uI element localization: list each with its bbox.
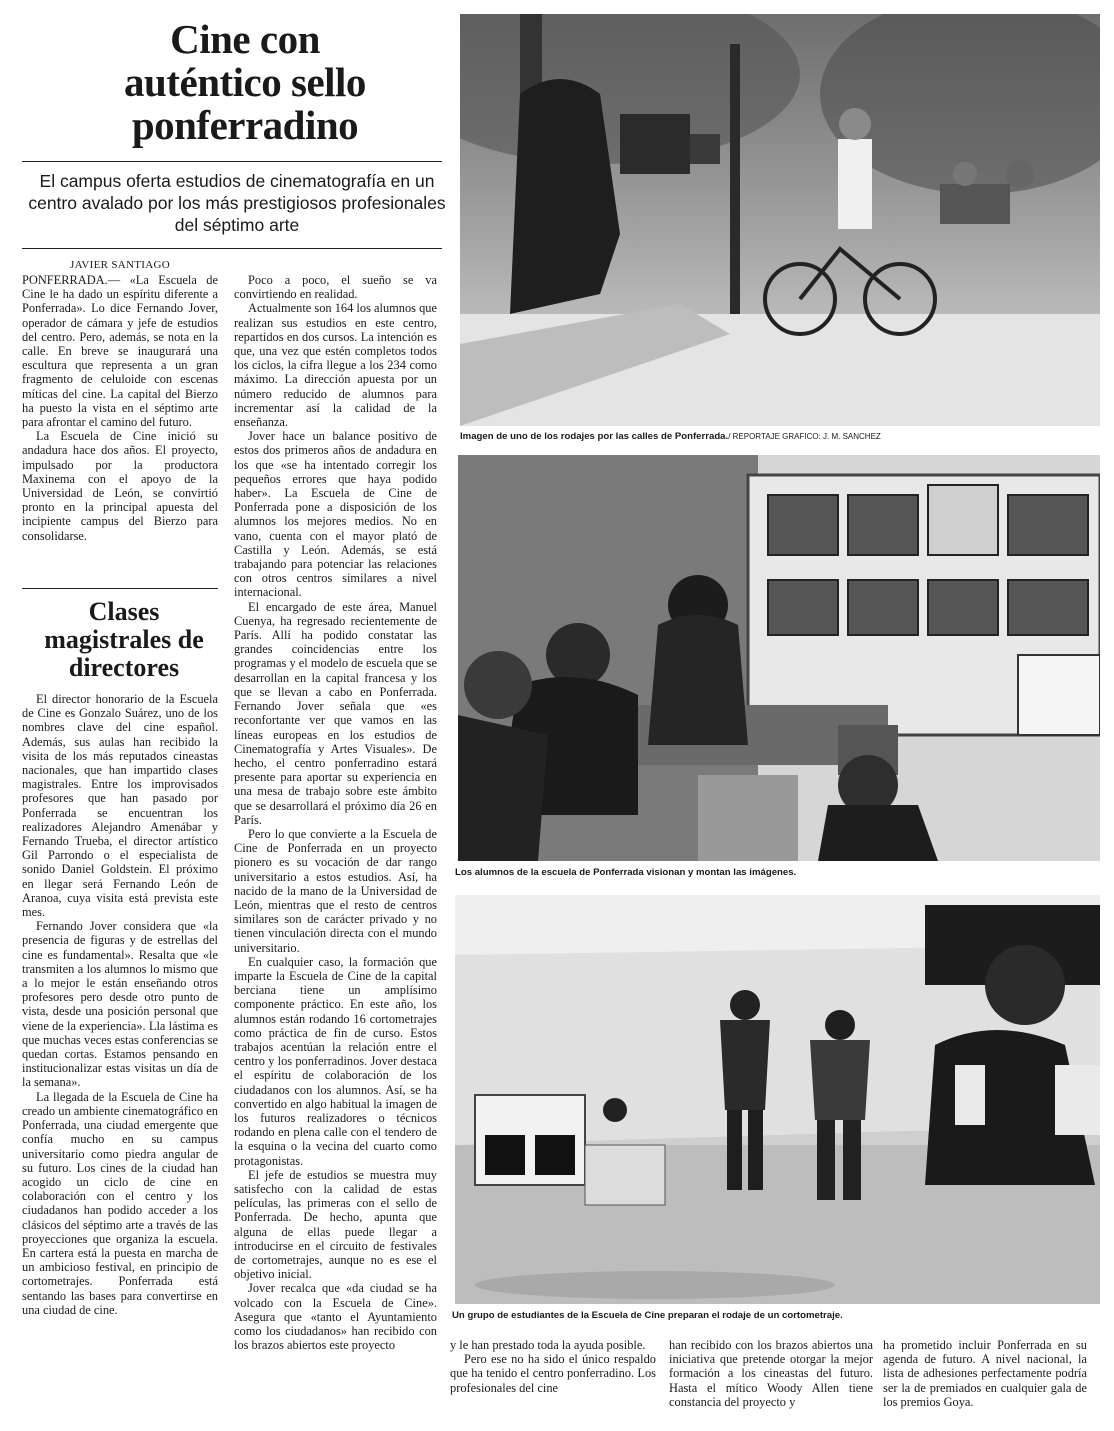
paragraph: Jover hace un balance positivo de estos dos primeros años de andadura en los que «se ha intentado corregir los pequeños errores que haya podido haber». La Escuela de Cine de Ponferrada pone a disposición de los alumnos los mejores medios. No en vano, cuenta con el mayor plató de Castilla y León. Además, se está trabajando para potenciar las relaciones con otros centros similares a nivel internacional. [234,429,437,600]
byline: JAVIER SANTIAGO [70,259,170,271]
section-title-line: magistrales de [44,625,204,654]
paragraph: y le han prestado toda la ayuda posible. [450,1338,646,1352]
column-3 [450,1338,656,1395]
paragraph: Jover recalca que «da ciudad se ha volcado con la Escuela de Cine». Asegura que «tanto el Ayuntamiento como los ciudadanos» han recibido con los brazos abiertos este proyecto [234,1281,437,1353]
paragraph: Actualmente son 164 los alumnos que realizan sus estudios en este centro, repartidos en dos cursos. La intención es que, una vez que estén completos todos los ciclos, la cifra llegue a los 234 como máximo. La dirección apuesta por un número reducido de alumnos para incrementar así la calidad de la enseñanza. [234,301,437,430]
paragraph: han recibido con los brazos abiertos una iniciativa que pretende otorgar la mejor formación a los cineastas del futuro. Hasta el mítico Woody Allen tiene constancia del proyecto y [669,1338,873,1409]
column-1-continued [22,692,218,1317]
headline-line-2: auténtico sello [124,59,366,105]
column-5 [883,1338,1087,1409]
paragraph: El encargado de este área, Manuel Cuenya, ha regresado recientemente de París. Allí ha podido constatar las grandes coincidencias entre los programas y el modelo de escuela que se desarrollan en la capital francesa y los que se llevan a cabo en Ponferrada. Fernando Jover señala que «es reconfortante ver que vamos en las líneas europeas en los estudios de Cinematografía y Artes Visuales». De hecho, el centro ponferradino estará presente para aportar su experiencia en una mesa de trabajo sobre este ámbito que se desarrollará el próximo día 26 en París. [234,599,437,827]
column-2 [234,273,437,1352]
section-title [24,598,224,682]
photo-short-film-set [455,895,1100,1304]
headline-line-3: ponferradino [131,102,359,148]
section-rule [22,588,218,589]
paragraph: PONFERRADA.— «La Escuela de Cine le ha dado un espíritu diferente a Ponferrada». Lo dice Fernando Jover, operador de cámara y jefe de estudios del centro. Pero, además, se nota en la calle. En breve se inaugurará una escultura que representa a un gran fragmento de celuloide con escenas míticas del cine. La capital del Bierzo ha puesto la vista en el séptimo arte para afrontar el camino del futuro. [22,273,218,430]
paragraph: Fernando Jover considera que «la presencia de figuras y de estrellas del cine es fundamental». Resalta que «le transmiten a los alumnos lo mismo que a lo mejor le están enseñando otros profesores pero desde otro punto de vista, desde una posición personal que viene de la experiencia». Lla lástima es que muchas veces estas conferencias se quedan cortas. Estamos pensando en institucionalizar estas visitas un día de la semana». [22,919,218,1090]
paragraph: Pero lo que convierte a la Escuela de Cine de Ponferrada en un proyecto pionero es su vocación de dar rango universitario a estos estudios. Así, ha nacido de la mano de la Universidad de León, mientras que el resto de centros similares son de carácter privado y no tienen vinculación directa con el mundo universitario. [234,826,437,955]
photo-editing-room [458,455,1100,861]
photo-street-filming [460,14,1100,426]
headline [60,18,430,147]
subhead-rule [22,248,442,249]
paragraph: El director honorario de la Escuela de Cine es Gonzalo Suárez, uno de los nombres clave del cine español. Además, sus aulas han recibido la visita de los más reputados cineastas nacionales, que han impartido clases magistrales. Entre los improvisados profesores que han pasado por Ponferrada se encuentran los realizadores Alejandro Amenábar y Fernando Trueba, el director artístico Gil Parrondo o el especialista de sonido Daniel Goldstein. El próximo en llegar será Fernando León de Aranoa, cuya visita está prevista este mes. [22,692,218,920]
paragraph: En cualquier caso, la formación que imparte la Escuela de Cine de la capital berciana tiene un amplísimo componente práctico. En este año, los alumnos están rodando 16 cortometrajes como práctica de fin de curso. Estos trabajos acentúan la relación entre el centro y los ponferradinos. Jover destaca el espíritu de colaboración de los ciudadanos con los alumnos. Así, se ha convertido en algo habitual la imagen de los futuros realizadores o técnicos rodando en plena calle con el tendero de la esquina o la vecina del cuarto como protagonistas. [234,954,437,1168]
photo-3-caption: Un grupo de estudiantes de la Escuela de Cine preparan el rodaje de un cortometraje. [452,1310,843,1321]
paragraph: Pero ese no ha sido el único respaldo que ha tenido el centro ponferradino. Los profesionales del cine [450,1352,656,1395]
headline-rule [22,161,442,162]
paragraph: El jefe de estudios se muestra muy satisfecho con la calidad de estas películas, las primeras con el sello de Ponferrada. De hecho, apunta que alguna de ellas puede llegar a introducirse en el circuito de festivales de cortometrajes, aunque no es ese el objetivo inicial. [234,1167,437,1282]
paragraph: La Escuela de Cine inició su andadura hace dos años. El proyecto, impulsado por la productora Maxinema con el apoyo de la Universidad de León, se convirtió pronto en la principal apuesta del incipiente campus del Bierzo para consolidarse. [22,429,218,543]
subheadline: El campus oferta estudios de cinematografía en un centro avalado por los más prestigiosos profesionales del séptimo arte [28,171,446,235]
paragraph: ha prometido incluir Ponferrada en su agenda de futuro. A nivel nacional, la lista de adhesiones perfectamente podría ser la de premiados en cualquier gala de los premios Goya. [883,1338,1087,1409]
headline-line-1: Cine con [170,16,320,62]
photo-credit: / REPORTAJE GRAFICO: J. M. SANCHEZ [728,432,881,441]
photo-2-caption: Los alumnos de la escuela de Ponferrada visionan y montan las imágenes. [455,867,797,878]
section-title-line: Clases [88,597,160,626]
photo-1-caption [460,431,881,442]
column-4 [669,1338,873,1409]
caption-text: Imagen de uno de los rodajes por las calles de Ponferrada. [460,431,729,442]
paragraph: La llegada de la Escuela de Cine ha creado un ambiente cinematográfico en Ponferrada, una ciudad emergente que confía mucho en su campus universitario como piedra angular de su futuro. Los cines de la ciudad han acogido un ciclo de cine en colaboración con el centro y los ciudadanos han podido acceder a los clásicos del séptimo arte a través de las proyecciones que organiza la escuela. En cartera está la puesta en marcha de un ambicioso festival, en principio de cortometrajes. Ponferrada está sentando las bases para convertirse en una ciudad de cine. [22,1089,218,1317]
column-1 [22,273,218,543]
paragraph: Poco a poco, el sueño se va convirtiendo en realidad. [234,273,437,302]
section-title-line: directores [68,653,180,682]
